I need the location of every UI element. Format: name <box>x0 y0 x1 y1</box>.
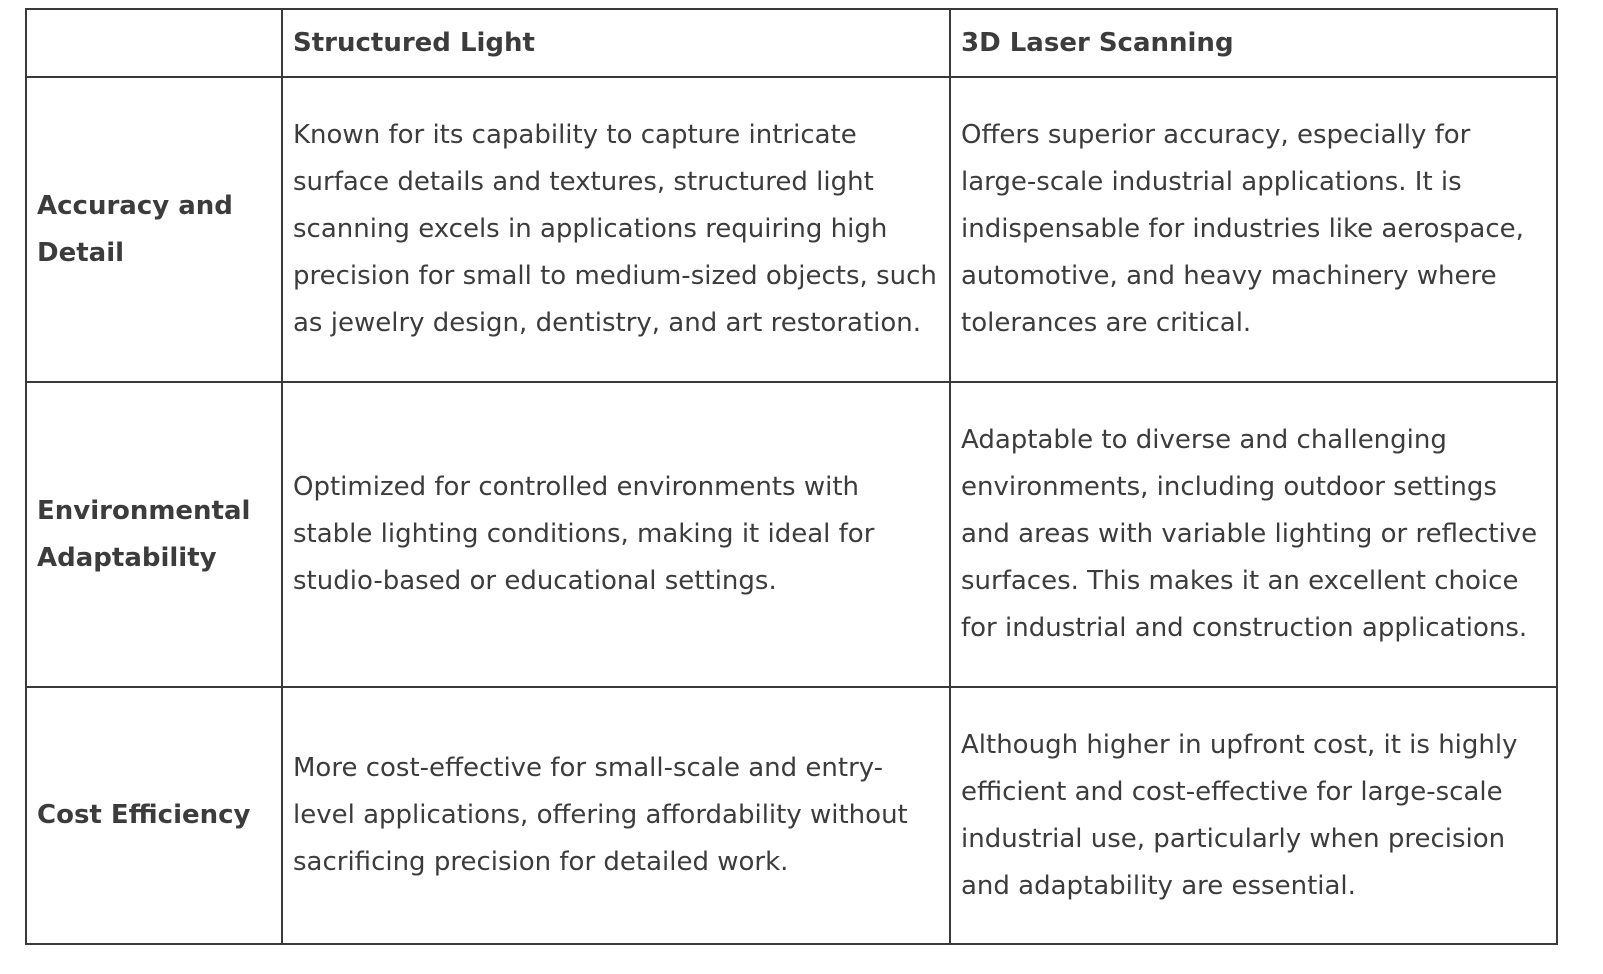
cell-structured-light-cost: More cost-effective for small-scale and entry-level applications, offering affordability without sacrificing precision for detailed work. <box>282 687 950 944</box>
cell-structured-light-accuracy: Known for its capability to capture intricate surface details and textures, structured light scanning excels in applications requiring high precision for small to medium-sized objects, such as jewelry design, dentistry, and art restoration. <box>282 77 950 382</box>
cell-laser-scanning-cost: Although higher in upfront cost, it is highly efficient and cost-effective for large-scale industrial use, particularly when precision and adaptability are essential. <box>950 687 1557 944</box>
header-structured-light: Structured Light <box>282 9 950 77</box>
row-label-cost: Cost Efficiency <box>26 687 282 944</box>
comparison-table <box>25 8 1558 945</box>
row-label-environmental: Environmental Adaptability <box>26 382 282 687</box>
table-row <box>26 382 1557 687</box>
cell-laser-scanning-environmental: Adaptable to diverse and challenging environments, including outdoor settings and areas with variable lighting or reflective surfaces. This makes it an excellent choice for industrial and construction applications. <box>950 382 1557 687</box>
cell-laser-scanning-accuracy: Offers superior accuracy, especially for large-scale industrial applications. It is indispensable for industries like aerospace, automotive, and heavy machinery where tolerances are critical. <box>950 77 1557 382</box>
header-empty-cell <box>26 9 282 77</box>
table-row <box>26 687 1557 944</box>
cell-structured-light-environmental: Optimized for controlled environments with stable lighting conditions, making it ideal for studio-based or educational settings. <box>282 382 950 687</box>
header-3d-laser-scanning: 3D Laser Scanning <box>950 9 1557 77</box>
header-row <box>26 9 1557 77</box>
row-label-accuracy: Accuracy and Detail <box>26 77 282 382</box>
table-row <box>26 77 1557 382</box>
